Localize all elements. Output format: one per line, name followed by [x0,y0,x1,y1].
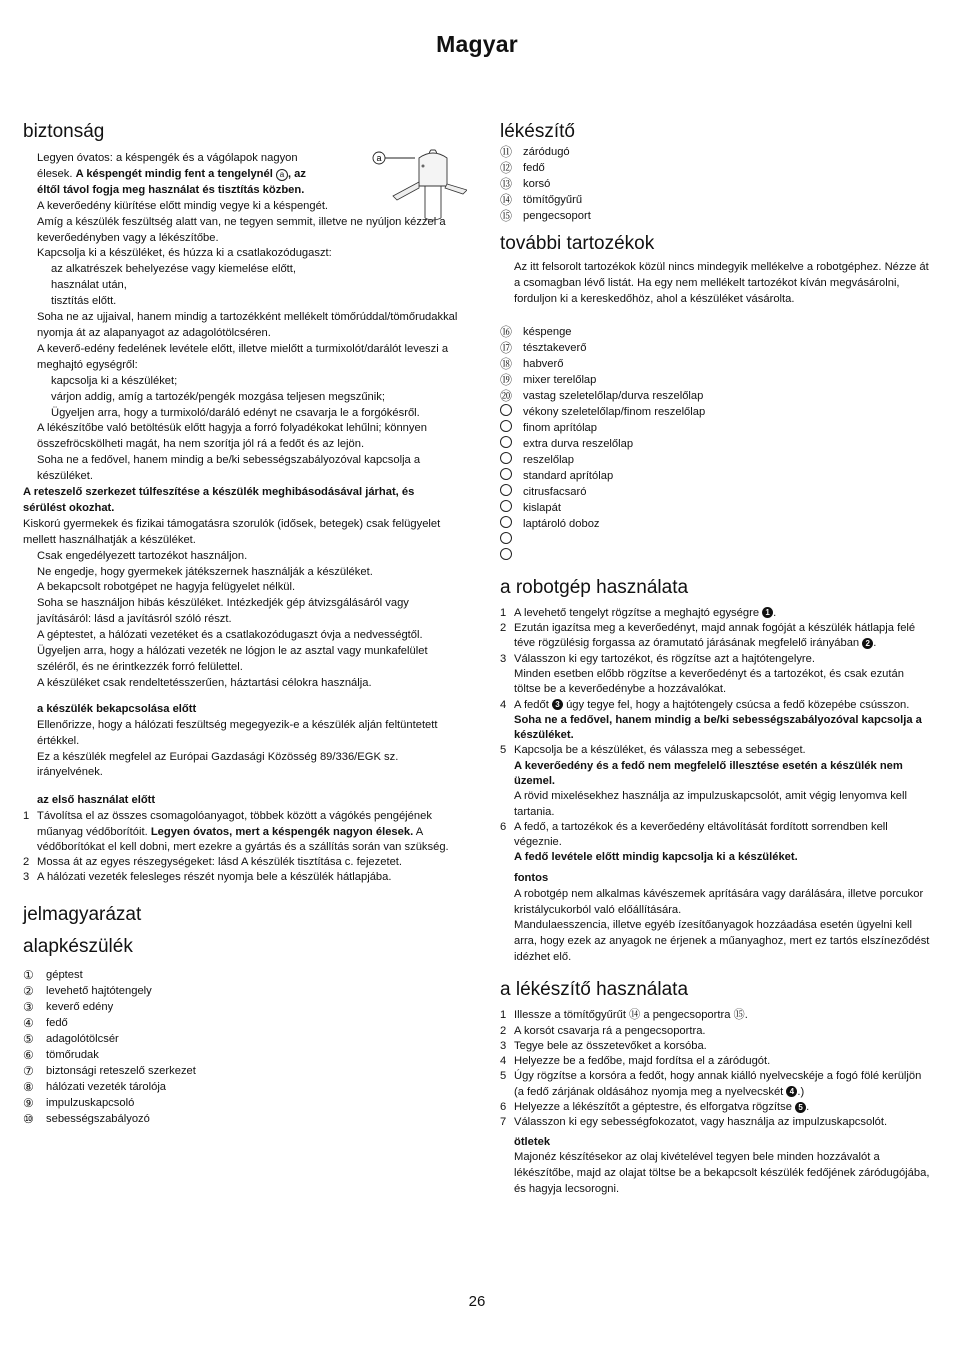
accessories-list [500,324,932,564]
item-label: vastag szeletelőlap/durva reszelőlap [523,389,704,402]
item-marker-icon: ⑱ [500,356,513,371]
item-label: késpenge [523,325,572,338]
base-unit-item [23,1095,459,1111]
item-label: sebességszabályozó [46,1112,150,1125]
bullet-5-icon: 5 [795,1102,806,1113]
item-marker-icon: ⑩ [23,1111,34,1126]
item-label: impulzuskapcsoló [46,1096,135,1109]
item-marker-icon [500,500,523,516]
safety-intro-bold-2: , az éltől távol fogja meg használat és tisztítás közben. [37,167,306,196]
ice-usage-step: 6 Helyezze a lékészítőt a géptestre, és elforgatva rögzítse 5 . [500,1100,810,1113]
item-marker-icon: ⑬ [500,177,513,191]
item-label: záródugó [523,146,570,158]
accessory-item [500,436,932,452]
safety-heading: biztonság [23,121,105,142]
item-marker-icon: ③ [23,999,34,1014]
accessory-item [500,388,932,404]
item-label: géptest [46,968,83,981]
accessory-item [500,500,932,516]
accessory-item [500,452,932,468]
item-marker-icon: ⑦ [23,1063,34,1078]
safety-warning: A reteszelő szerkezet túlfeszítése a készülék meghibásodásával járhat, és sérülést okozhat. [23,486,415,514]
accessory-item [500,324,932,340]
accessory-item [500,532,932,548]
item-label: laptároló doboz [523,517,600,530]
item-label: adagolótölcsér [46,1032,119,1045]
ice-usage-step: 1 Illessze a tömítőgyűrűt ⑭ a pengecsoportra ⑮. [500,1009,748,1022]
ice-crusher-item [500,176,932,192]
item-marker-icon [500,436,523,452]
usage-step: 3 Válasszon ki egy tartozékot, és rögzítse azt a hajtótengelyre. Minden esetben előbb rögzítse a keverőedényt és a tartozékot, és csak ezután töltse be a keverőedénybe a hozzávalókat. [500,652,904,696]
item-marker-icon: ⑪ [500,145,513,159]
item-label: korsó [523,178,551,190]
item-marker-icon: ① [23,967,34,982]
usage-step: 5 Kapcsolja be a készüléket, és válassza meg a sebességet. A keverőedény és a fedő nem megfelelő illesztése esetén a készülék nem üzemel. A rövid mixelésekhez használja az impulzuskapcsolót, amit végig lenyomva kell tartania. [500,744,907,818]
item-label: reszelőlap [523,453,574,466]
bullet-1-icon: 1 [762,607,773,618]
legend-heading: jelmagyarázat [23,903,142,925]
item-label: habverő [523,357,564,370]
item-label: levehető hajtótengely [46,984,152,997]
safety-subline: várjon addig, amíg a tartozék/pengék mozgása teljesen megszűnik; [51,390,385,403]
safety-line: Soha se használjon hibás készüléket. Intézkedjék gép átvizsgálásáról vagy javításáról: lásd a javításról szóló részt. [37,597,409,626]
ice-usage-step: 3 Tegye bele az összetevőket a korsóba. [500,1039,707,1052]
ice-crusher-heading: lékészítő [500,121,575,142]
bullet-2-icon: 2 [862,638,873,649]
item-label: fedő [46,1016,68,1029]
accessories-intro: Az itt felsorolt tartozékok közül nincs mindegyik mellékelve a robotgéphez. Nézze át a csomagban lévő listát. Ha egy nem mellékelt tartozékot kíván megvásárolni, forduljon ki a kereskedőhöz, ahol a készüléket vásárolta. [514,261,929,305]
first-use-step: 2 Mossa át az egyes részegységeket: lásd A készülék tisztítása c. fejezetet. [23,856,403,869]
base-unit-item [23,1111,459,1127]
tips-text: Majonéz készítésekor az olaj kivételével tegyen bele minden hozzávalót a lékészítőbe, majd az olajat töltse be a bekapcsolt készülék fedőjének záródugójába, és hagyja lecsorogni. [514,1151,930,1196]
base-unit-item [23,1047,459,1063]
item-marker-icon: ② [23,983,34,998]
page-number: 26 [468,1293,486,1310]
safety-line: A bekapcsolt robotgépet ne hagyja felügyelet nélkül. [37,581,296,594]
ice-crusher-list [500,144,932,224]
item-marker-icon [500,452,523,468]
item-label: vékony szeletelőlap/finom reszelőlap [523,405,706,418]
item-label: fedő [523,162,545,174]
first-use-heading: az első használat előtt [37,794,156,807]
circle-a-icon: a [276,169,288,181]
right-column [500,120,932,1198]
safety-subline: Ügyeljen arra, hogy a turmixoló/daráló edényt ne csavarja le a forgókésről. [51,406,420,419]
ice-usage-heading: a lékészítő használata [500,979,689,1001]
item-label: pengecsoport [523,210,591,222]
accessory-item [500,372,932,388]
safety-line: A keverő-edény fedelének levétele előtt, illetve mielőtt a turmixolót/darálót leveszi a meghajtó egységről: [37,342,449,371]
safety-subline: az alkatrészek behelyezése vagy kiemelése előtt, [51,263,297,276]
page-title: Magyar [436,31,518,57]
ice-usage-step: 7 Válasszon ki egy sebességfokozatot, vagy használja az impulzuskapcsolót. [500,1116,888,1129]
first-use-step: 3 A hálózati vezeték felesleges részét nyomja bele a készülék hátlapjába. [23,871,392,884]
item-marker-icon [500,532,523,548]
before-on-heading: a készülék bekapcsolása előtt [37,702,197,715]
safety-line: A keverőedény kiürítése előtt mindig vegye ki a késpengét. [37,199,329,212]
ice-crusher-item [500,208,932,224]
item-label: extra durva reszelőlap [523,437,634,450]
important-text: A robotgép nem alkalmas kávészemek aprítására vagy darálására, illetve porcukor kristálycukorból való előállítására. [514,887,924,916]
item-label: standard aprítólap [523,469,614,482]
safety-line: Csak engedélyezett tartozékot használjon. [37,549,248,562]
item-marker-icon: ⑮ [500,209,513,223]
safety-line: Kapcsolja ki a készüléket, és húzza ki a csatlakozódugaszt: [37,247,332,260]
item-marker-icon [500,404,523,420]
base-unit-item [23,1031,459,1047]
safety-line: Soha ne a fedővel, hanem mindig a be/ki sebességszabályozóval kapcsolja a készüléket. [37,454,421,483]
safety-line: Kiskorú gyermekek és fizikai támogatásra szorulók (idősek, betegek) csak felügyelet mellett használhatják a készüléket. [23,517,441,546]
usage-step: 1 A levehető tengelyt rögzítse a meghajtó egységre 1 . [500,606,777,619]
safety-intro-bold: A késpengét mindig fent a tengelynél [75,167,273,180]
left-column [23,120,459,1127]
important-heading: fontos [514,871,549,884]
bullet-4-icon: 4 [786,1086,797,1097]
ice-crusher-item [500,144,932,160]
usage-step: 2 Ezután igazítsa meg a keverőedényt, majd annak fogóját a készülék hátlapja felé téve rögzülésig forgassa az óramutató járásának megfelelő irányában 2 . [500,622,916,650]
base-unit-item [23,967,459,983]
item-marker-icon: ⑭ [500,193,513,207]
safety-line: Soha ne az ujjaival, hanem mindig a tartozékként mellékelt tömőrúddal/tömőrudakkal nyomja át az alapanyagot az adagolótölcséren. [37,311,458,339]
base-unit-item [23,1079,459,1095]
ice-usage-step: 5 Úgy rögzítse a korsóra a fedőt, hogy annak kiálló nyelvecskéje a fogó fölé kerüljön (a fedő zárjának oldásához nyomja meg a nyelvecskét 4 .) [500,1070,922,1098]
safety-line: A készüléket csak rendeltetésszerűen, háztartási célokra használja. [37,676,372,689]
item-label: kislapát [523,501,561,514]
usage-step: 6 A fedő, a tartozékok és a keverőedény eltávolítását fordított sorrendben kell végeznie. A fedő levétele előtt mindig kapcsolja ki a készüléket. [500,820,888,864]
before-on-line: Ellenőrizze, hogy a hálózati feszültség megegyezik-e a készülék alján feltüntetett értékkel. [37,718,438,747]
item-marker-icon: ⑨ [23,1095,34,1110]
ice-crusher-item [500,160,932,176]
safety-subline: használat után, [51,279,127,292]
usage-step: 4 A fedőt 3 úgy tegye fel, hogy a hajtótengely csúcsa a fedő közepébe csússzon. Soha ne a fedővel, hanem mindig a be/ki sebességszabályozóval kapcsolja a készüléket. [500,698,922,742]
safety-more [23,517,459,692]
safety-subline: tisztítás előtt. [51,295,117,308]
item-label: mixer terelőlap [523,373,597,386]
item-marker-icon: ⑳ [500,388,513,403]
accessory-item [500,404,932,420]
safety-line: A géptestet, a hálózati vezetéket és a csatlakozódugaszt óvja a nedvességtől. Ügyeljen arra, hogy a hálózati vezeték ne lógjon le az asztal vagy munkafelület széléről, és ne érintkezzék forró felülettel. [37,629,428,673]
ice-usage-step: 2 A korsót csavarja rá a pengecsoportra. [500,1024,706,1037]
safety-intro-text: Legyen óvatos: a késpengék és a vágólapok nagyon élesek. [37,152,298,180]
accessory-item [500,356,932,372]
base-unit-item [23,1015,459,1031]
item-label: citrusfacsaró [523,485,587,498]
ice-usage-step: 4 Helyezze be a fedőbe, majd fordítsa el a záródugót. [500,1055,771,1068]
ice-crusher-item [500,192,932,208]
item-marker-icon [500,548,523,564]
safety-line: Amíg a készülék feszültség alatt van, ne tegyen semmit, illetve ne nyúljon kézzel a keverőedényben vagy a lékészítőbe. [37,215,446,244]
accessory-item [500,340,932,356]
base-unit-list [23,967,459,1127]
item-label: finom aprítólap [523,421,598,434]
base-unit-item [23,1063,459,1079]
item-marker-icon: ④ [23,1015,34,1030]
item-label: biztonsági reteszelő szerkezet [46,1064,196,1077]
safety-subline: kapcsolja ki a készüléket; [51,374,178,387]
item-marker-icon: ⑯ [500,324,513,339]
base-unit-item [23,999,459,1015]
safety-line: A lékészítőbe való betöltésük előtt hagyja a forró folyadékokat lehűlni; könnyen összefröcskölheti magát, ha nem szorítja jól rá a fedőt és az lejön. [37,422,427,451]
item-marker-icon: ⑤ [23,1031,34,1046]
accessories-heading: további tartozékok [500,233,655,254]
safety-line: Ne engedje, hogy gyermekek játékszernek használják a készüléket. [37,565,373,578]
accessory-item [500,484,932,500]
item-marker-icon [500,420,523,436]
accessory-item [500,516,932,532]
item-marker-icon [500,484,523,500]
item-marker-icon [500,516,523,532]
before-on-line: Ez a készülék megfelel az Európai Gazdasági Közösség 89/336/EGK sz. irányelvének. [37,750,399,779]
item-label: tömítőgyűrű [523,194,583,206]
blade-illustration-icon [371,146,467,242]
item-label: hálózati vezeték tárolója [46,1080,167,1093]
item-marker-icon: ⑧ [23,1079,34,1094]
base-unit-item [23,983,459,999]
item-marker-icon [500,468,523,484]
item-label: tömőrudak [46,1048,99,1061]
accessory-item [500,420,932,436]
important-text: Mandulaesszencia, illetve egyéb ízesítőanyagok hozzáadása esetén ügyelni kell arra, hogy ezek az anyagok ne érjenek a műanyaghoz, mert ez tartós elszíneződést idézhet elő. [514,919,930,964]
accessory-item [500,548,932,564]
accessory-item [500,468,932,484]
svg-text:a: a [376,153,382,163]
usage-heading: a robotgép használata [500,576,689,598]
bullet-3-icon: 3 [552,699,563,710]
base-unit-heading: alapkészülék [23,935,133,957]
first-use-step: 1 Távolítsa el az összes csomagolóanyagot, többek között a vágókés pengéjének műanyag védőborítóit. Legyen óvatos, mert a késpengék nagyon élesek. A védőborítókat el kell dobni, mert ezekre a gyártás és a szállítás során van szükség. [23,810,449,853]
item-label: keverő edény [46,1000,114,1013]
item-marker-icon: ⑰ [500,340,513,355]
item-marker-icon: ⑲ [500,372,513,387]
item-marker-icon: ⑫ [500,161,513,175]
item-label: tésztakeverő [523,341,587,354]
item-marker-icon: ⑥ [23,1047,34,1062]
tips-heading: ötletek [514,1135,551,1148]
